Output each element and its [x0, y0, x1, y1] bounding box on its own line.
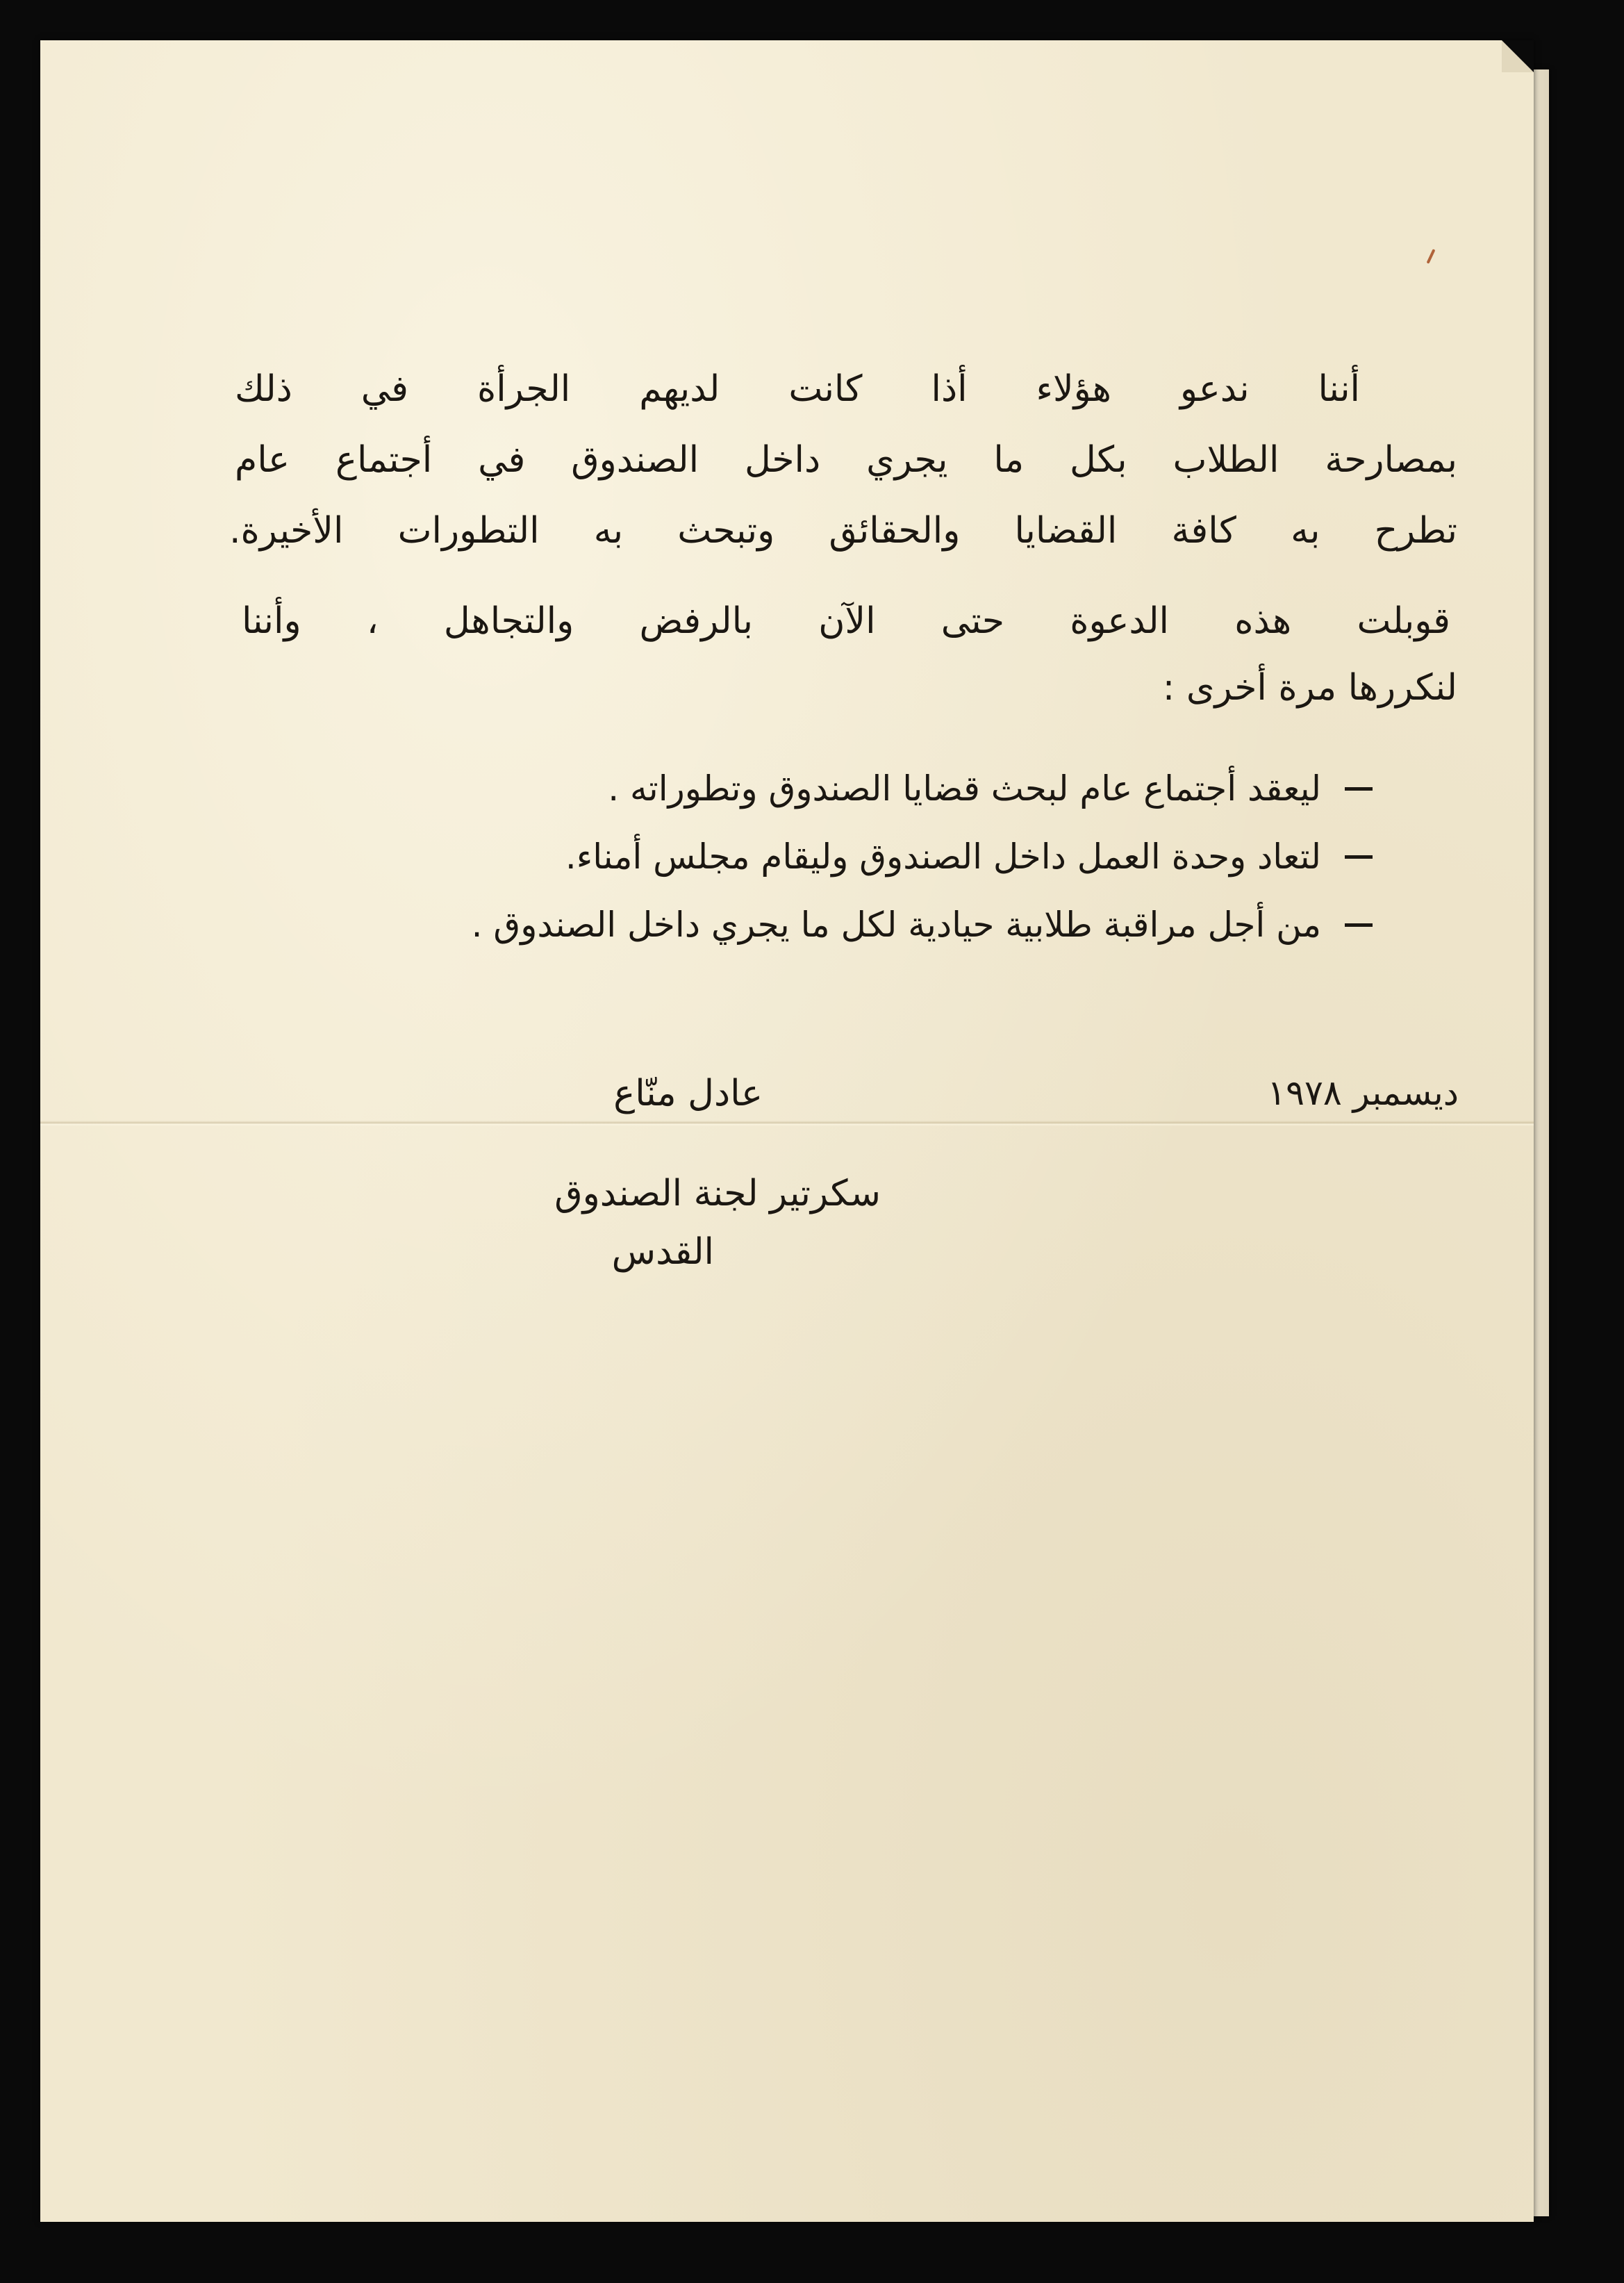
bullet-item-1 [608, 768, 1373, 809]
dash-icon [1345, 923, 1373, 927]
paragraph1-line2: بمصارحة الطلاب بكل ما يجري داخل الصندوق في أجتماع عام [235, 439, 1457, 481]
document-date: ديسمبر ١٩٧٨ [1267, 1073, 1459, 1113]
fold-crease [40, 1121, 1534, 1126]
bullet-text-3: من أجل مراقبة طلابية حيادية لكل ما يجري داخل الصندوق . [471, 905, 1321, 945]
paragraph1-line3: تطرح به كافة القضايا والحقائق وتبحث به التطورات الأخيرة. [229, 510, 1457, 552]
corner-fold [1502, 40, 1534, 72]
signatory-title: سكرتير لجنة الصندوق [554, 1173, 881, 1214]
signatory-place: القدس [611, 1231, 714, 1273]
dash-icon [1345, 787, 1373, 791]
paragraph1-line1: أننا ندعو هؤلاء أذا كانت لديهم الجرأة في ذلك [235, 368, 1360, 410]
ink-mark [1427, 249, 1436, 264]
paragraph2-line1: قوبلت هذه الدعوة حتى الآن بالرفض والتجاهل ، وأننا [242, 600, 1450, 642]
document-page [40, 40, 1534, 2222]
bullet-item-3 [472, 905, 1373, 945]
dash-icon [1345, 855, 1373, 859]
bullet-item-2 [565, 836, 1373, 877]
paragraph2-line2: لنكررها مرة أخرى : [1162, 667, 1457, 709]
bullet-text-1: ليعقد أجتماع عام لبحث قضايا الصندوق وتطوراته . [608, 768, 1321, 809]
bullet-text-2: لتعاد وحدة العمل داخل الصندوق وليقام مجلس أمناء. [565, 836, 1321, 877]
signatory-name: عادل منّاع [613, 1073, 763, 1114]
